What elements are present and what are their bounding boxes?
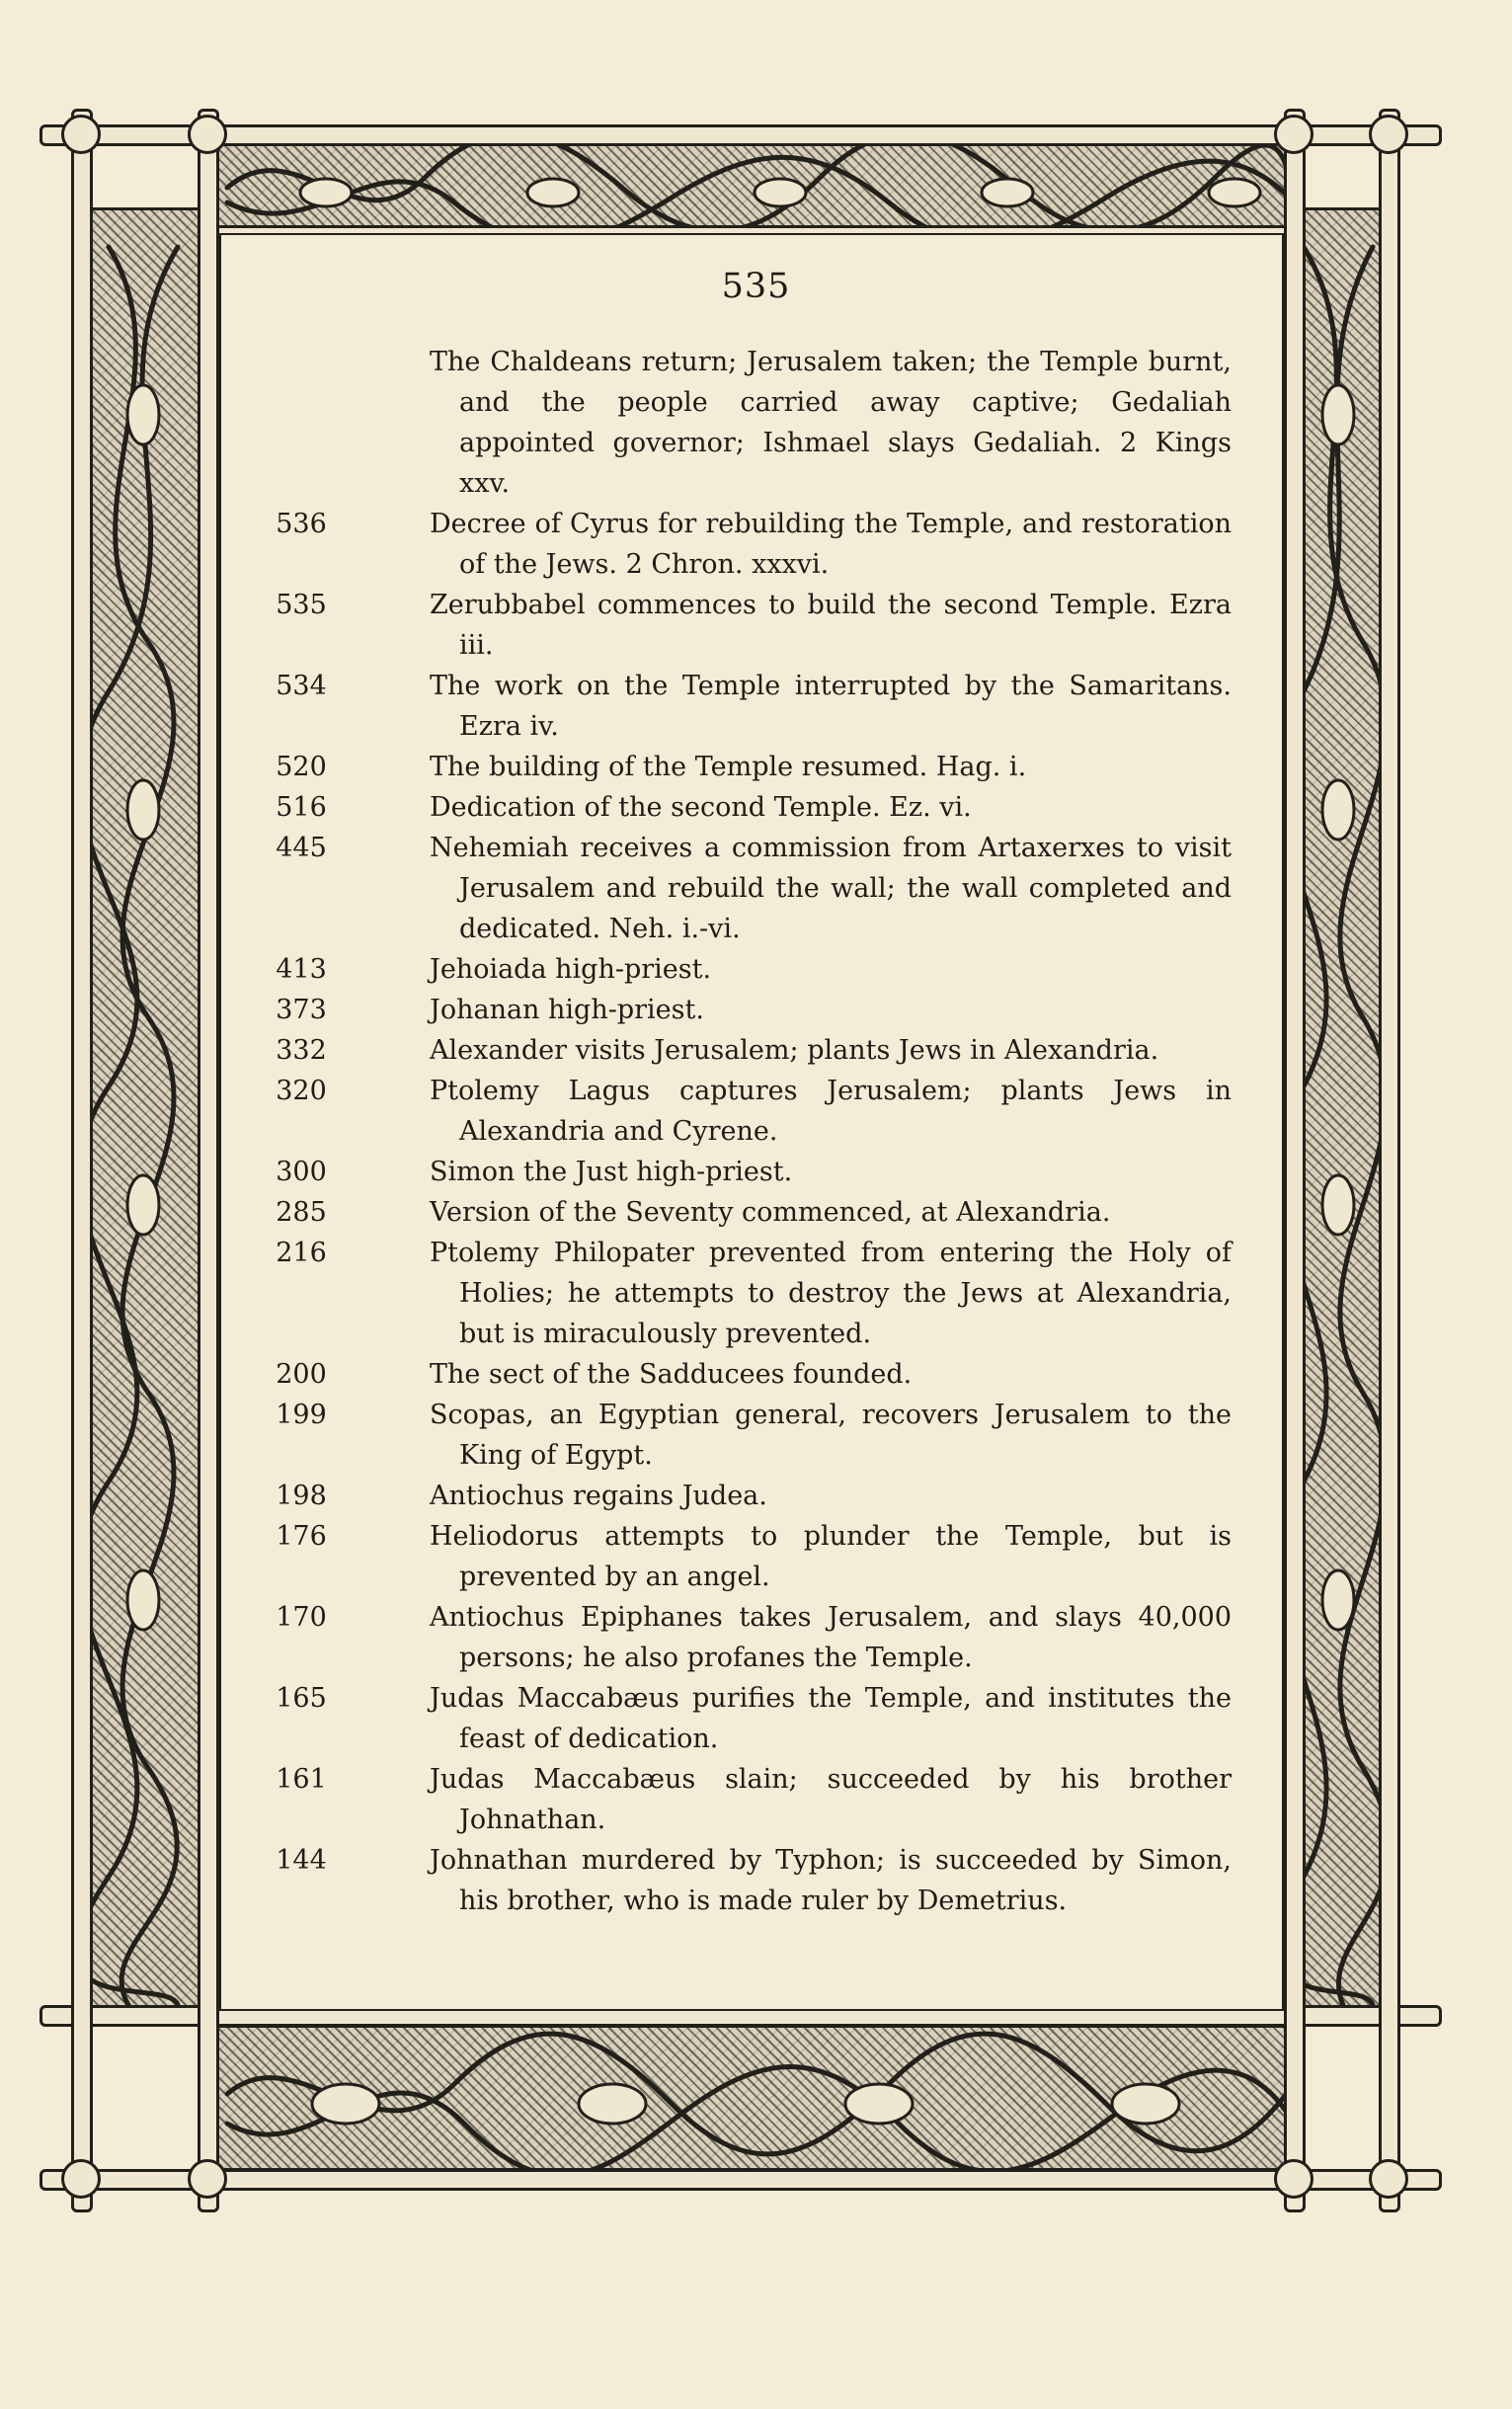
chronology-entry — [267, 504, 1234, 585]
entry-event: Version of the Seventy commenced, at Alexandria. — [430, 1197, 1111, 1228]
entry-year: 536 — [276, 509, 327, 539]
frame-left-inner-post — [198, 109, 219, 2212]
frame-corner-knot — [61, 115, 101, 154]
entry-year: 445 — [276, 833, 327, 863]
frame-bottom-bar — [40, 2169, 1442, 2191]
chronology-entry — [267, 1354, 1234, 1395]
entry-year: 199 — [276, 1400, 327, 1430]
entry-event: Ptolemy Philopater prevented from entering the Holy of Holies; he attempts to destroy the Jews at Alexandria, but is miraculously prevented. — [430, 1238, 1232, 1349]
entry-year: 176 — [276, 1521, 327, 1552]
entry-year: 198 — [276, 1481, 327, 1511]
entry-event: Judas Maccabæus slain; succeeded by his brother Johnathan. — [430, 1764, 1232, 1835]
chronology-entry — [267, 1192, 1234, 1233]
entry-year: 534 — [276, 671, 327, 701]
chronology-entry — [267, 1152, 1234, 1192]
page-number: 535 — [721, 267, 791, 306]
chronology-entry — [267, 342, 1234, 504]
entry-event: The Chaldeans return; Jerusalem taken; the Temple burnt, and the people carried away captive; Gedaliah appointed governor; Ishmael slays Gedaliah. 2 Kings xxv. — [430, 347, 1232, 499]
entry-year: 535 — [276, 590, 327, 620]
frame-top-bar — [40, 124, 1442, 146]
chronology-entry — [267, 1476, 1234, 1516]
entry-year: 516 — [276, 792, 327, 823]
entry-year: 413 — [276, 954, 327, 985]
chronology-entry — [267, 828, 1234, 949]
chronology-entry — [267, 747, 1234, 787]
entry-year: 520 — [276, 752, 327, 782]
entry-event: Zerubbabel commences to build the second Temple. Ezra iii. — [430, 590, 1232, 661]
frame-corner-knot — [1274, 115, 1313, 154]
entry-event: The work on the Temple interrupted by the Samaritans. Ezra iv. — [430, 671, 1232, 742]
entry-event: Johnathan murdered by Typhon; is succeeded by Simon, his brother, who is made ruler by Demetrius. — [430, 1845, 1232, 1916]
entry-year: 373 — [276, 995, 327, 1025]
entry-event: Decree of Cyrus for rebuilding the Temple, and restoration of the Jews. 2 Chron. xxxvi. — [430, 509, 1232, 580]
frame-right-inner-post — [1284, 109, 1306, 2212]
chronology-entry — [267, 1678, 1234, 1759]
chronology-entry — [267, 990, 1234, 1030]
entry-year: 332 — [276, 1035, 327, 1066]
entry-event: The sect of the Sadducees founded. — [430, 1359, 913, 1390]
chronology-entry — [267, 1233, 1234, 1354]
frame-corner-knot — [1369, 2159, 1408, 2199]
entry-event: Judas Maccabæus purifies the Temple, and institutes the feast of dedication. — [430, 1683, 1232, 1754]
entry-year: 285 — [276, 1197, 327, 1228]
chronology-entry — [267, 787, 1234, 828]
entry-event: Antiochus Epiphanes takes Jerusalem, and slays 40,000 persons; he also profanes the Temple. — [430, 1602, 1232, 1673]
frame-corner-knot — [1274, 2159, 1313, 2199]
chronology-entry — [267, 1030, 1234, 1071]
entry-event: Alexander visits Jerusalem; plants Jews in Alexandria. — [430, 1035, 1159, 1066]
frame-left-outer-post — [71, 109, 93, 2212]
entry-year: 320 — [276, 1076, 327, 1106]
entry-year: 300 — [276, 1157, 327, 1187]
entry-year: 144 — [276, 1845, 327, 1876]
chronology-entry — [267, 1597, 1234, 1678]
frame-corner-knot — [1369, 115, 1408, 154]
entry-year: 165 — [276, 1683, 327, 1714]
frame-corner-knot — [188, 115, 227, 154]
chronology-entry — [267, 1516, 1234, 1597]
chronology-entry — [267, 1071, 1234, 1152]
entry-year: 216 — [276, 1238, 327, 1268]
chronology-entry — [267, 1840, 1234, 1921]
entry-event: Johanan high-priest. — [430, 995, 704, 1025]
chronology-entry — [267, 1759, 1234, 1840]
chronology-entry — [267, 949, 1234, 990]
entry-event: Jehoiada high-priest. — [430, 954, 712, 985]
entry-year: 170 — [276, 1602, 327, 1633]
entry-event: Nehemiah receives a commission from Artaxerxes to visit Jerusalem and rebuild the wall; the wall completed and dedicated. Neh. i.-vi. — [430, 833, 1232, 944]
frame-corner-knot — [61, 2159, 101, 2199]
chronology-entry — [267, 1395, 1234, 1476]
entry-event: Antiochus regains Judea. — [430, 1481, 767, 1511]
entry-year: 200 — [276, 1359, 327, 1390]
entry-event: Ptolemy Lagus captures Jerusalem; plants Jews in Alexandria and Cyrene. — [430, 1076, 1232, 1147]
chronology-entry — [267, 666, 1234, 747]
entry-event: Scopas, an Egyptian general, recovers Jerusalem to the King of Egypt. — [430, 1400, 1232, 1471]
entry-event: Simon the Just high-priest. — [430, 1157, 793, 1187]
entry-event: The building of the Temple resumed. Hag. i. — [430, 752, 1027, 782]
chronology-list — [267, 342, 1234, 1921]
entry-year: 161 — [276, 1764, 327, 1795]
frame-corner-knot — [188, 2159, 227, 2199]
chronology-entry — [267, 585, 1234, 666]
entry-event: Dedication of the second Temple. Ez. vi. — [430, 792, 972, 823]
entry-event: Heliodorus attempts to plunder the Temple, but is prevented by an angel. — [430, 1521, 1232, 1592]
frame-right-outer-post — [1379, 109, 1400, 2212]
